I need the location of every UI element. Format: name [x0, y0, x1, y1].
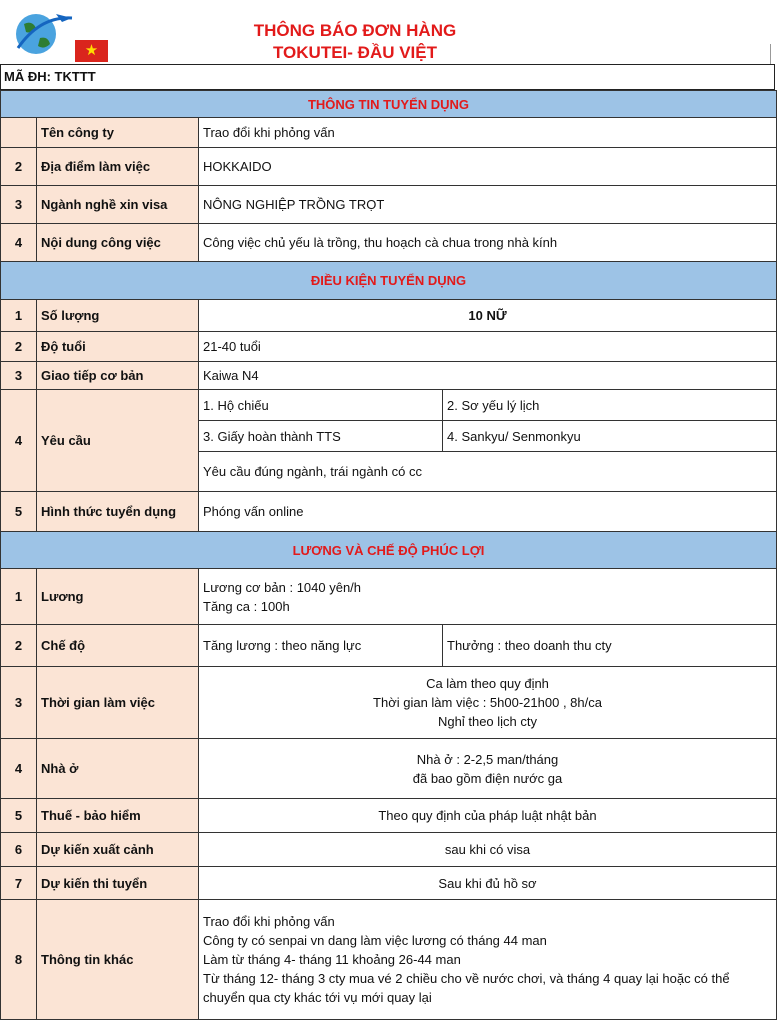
housing-value: [199, 739, 777, 799]
quantity-label: Số lượng: [37, 300, 199, 332]
divider: [770, 44, 777, 64]
row-number: 2: [1, 332, 37, 362]
recruit-form-value: Phóng vấn online: [199, 492, 777, 532]
row-number: 1: [1, 300, 37, 332]
working-hours-value: [199, 667, 777, 739]
title-line-2: TOKUTEI- ĐẦU VIỆT: [272, 43, 438, 62]
requirements-note: Yêu cầu đúng ngành, trái ngành có cc: [199, 452, 777, 492]
other-line: Từ tháng 12- tháng 3 cty mua vé 2 chiều cho về nước chơi, và tháng 4 quay lại hoặc có thể chuyển qua cty khác tới vụ mới quay lại: [203, 971, 730, 1005]
other-info-label: Thông tin khác: [37, 900, 199, 1020]
row-number: 7: [1, 867, 37, 900]
housing-label: Nhà ở: [37, 739, 199, 799]
page-title: [200, 20, 510, 64]
row-number: 5: [1, 799, 37, 833]
row-number: [1, 118, 37, 148]
shift-rule: Ca làm theo quy định: [426, 676, 549, 691]
exam-value: Sau khi đủ hồ sơ: [199, 867, 777, 900]
age-label: Độ tuổi: [37, 332, 199, 362]
quantity-value: 10 NỮ: [199, 300, 777, 332]
tax-value: Theo quy định của pháp luật nhật bản: [199, 799, 777, 833]
location-value: HOKKAIDO: [199, 148, 777, 186]
job-order-table: [0, 90, 777, 1020]
regime-label: Chế độ: [37, 625, 199, 667]
visa-field-label: Ngành nghề xin visa: [37, 186, 199, 224]
recruit-form-label: Hình thức tuyển dụng: [37, 492, 199, 532]
order-code: MÃ ĐH: TKTTT: [0, 64, 775, 90]
section-title-conditions: ĐIỀU KIỆN TUYỂN DỤNG: [1, 262, 777, 300]
housing-utilities: đã bao gồm điện nước ga: [412, 770, 563, 786]
row-number: 3: [1, 362, 37, 390]
row-number: 5: [1, 492, 37, 532]
section-title-salary: LƯƠNG VÀ CHẾ ĐỘ PHÚC LỢI: [1, 532, 777, 569]
other-line: Làm từ tháng 4- tháng 11 khoảng 26-44 man: [203, 952, 461, 967]
salary-label: Lương: [37, 569, 199, 625]
row-number: 3: [1, 667, 37, 739]
company-value: Trao đổi khi phỏng vấn: [199, 118, 777, 148]
requirements-label: Yêu cầu: [37, 390, 199, 492]
row-number: 4: [1, 224, 37, 262]
raise-value: Tăng lương : theo năng lực: [199, 625, 443, 667]
job-content-label: Nội dung công việc: [37, 224, 199, 262]
departure-label: Dự kiến xuất cảnh: [37, 833, 199, 867]
location-label: Địa điểm làm việc: [37, 148, 199, 186]
job-content-value: Công việc chủ yếu là trồng, thu hoạch cà chua trong nhà kính: [199, 224, 777, 262]
doc-sankyu: 4. Sankyu/ Senmonkyu: [443, 421, 777, 452]
other-line: Trao đổi khi phỏng vấn: [203, 914, 335, 929]
vietnam-flag-icon: ★: [75, 40, 108, 62]
row-number: 2: [1, 625, 37, 667]
departure-value: sau khi có visa: [199, 833, 777, 867]
row-number: 3: [1, 186, 37, 224]
overtime: Tăng ca : 100h: [203, 598, 290, 614]
salary-value: [199, 569, 777, 625]
language-label: Giao tiếp cơ bản: [37, 362, 199, 390]
age-value: 21-40 tuổi: [199, 332, 777, 362]
other-info-value: [199, 900, 777, 1020]
day-off-rule: Nghỉ theo lịch cty: [438, 714, 537, 729]
row-number: 1: [1, 569, 37, 625]
row-number: 8: [1, 900, 37, 1020]
shift-time: Thời gian làm việc : 5h00-21h00 , 8h/ca: [373, 695, 602, 710]
exam-label: Dự kiến thi tuyển: [37, 867, 199, 900]
bonus-value: Thưởng : theo doanh thu cty: [443, 625, 777, 667]
doc-tts-certificate: 3. Giấy hoàn thành TTS: [199, 421, 443, 452]
doc-resume: 2. Sơ yếu lý lịch: [443, 390, 777, 421]
title-line-1: THÔNG BÁO ĐƠN HÀNG: [253, 21, 457, 40]
doc-passport: 1. Hộ chiếu: [199, 390, 443, 421]
row-number: 4: [1, 739, 37, 799]
visa-field-value: NÔNG NGHIỆP TRỒNG TRỌT: [199, 186, 777, 224]
row-number: 4: [1, 390, 37, 492]
housing-cost: Nhà ở : 2-2,5 man/tháng: [416, 751, 559, 767]
document-header: [0, 0, 777, 64]
language-value: Kaiwa N4: [199, 362, 777, 390]
company-label: Tên công ty: [37, 118, 199, 148]
row-number: 6: [1, 833, 37, 867]
row-number: 2: [1, 148, 37, 186]
section-title-recruit-info: THÔNG TIN TUYỂN DỤNG: [1, 91, 777, 118]
working-hours-label: Thời gian làm việc: [37, 667, 199, 739]
other-line: Công ty có senpai vn dang làm việc lương có tháng 44 man: [203, 933, 547, 948]
base-salary: Lương cơ bản : 1040 yên/h: [203, 579, 362, 595]
tax-label: Thuế - bảo hiểm: [37, 799, 199, 833]
globe-plane-logo: [6, 8, 74, 56]
